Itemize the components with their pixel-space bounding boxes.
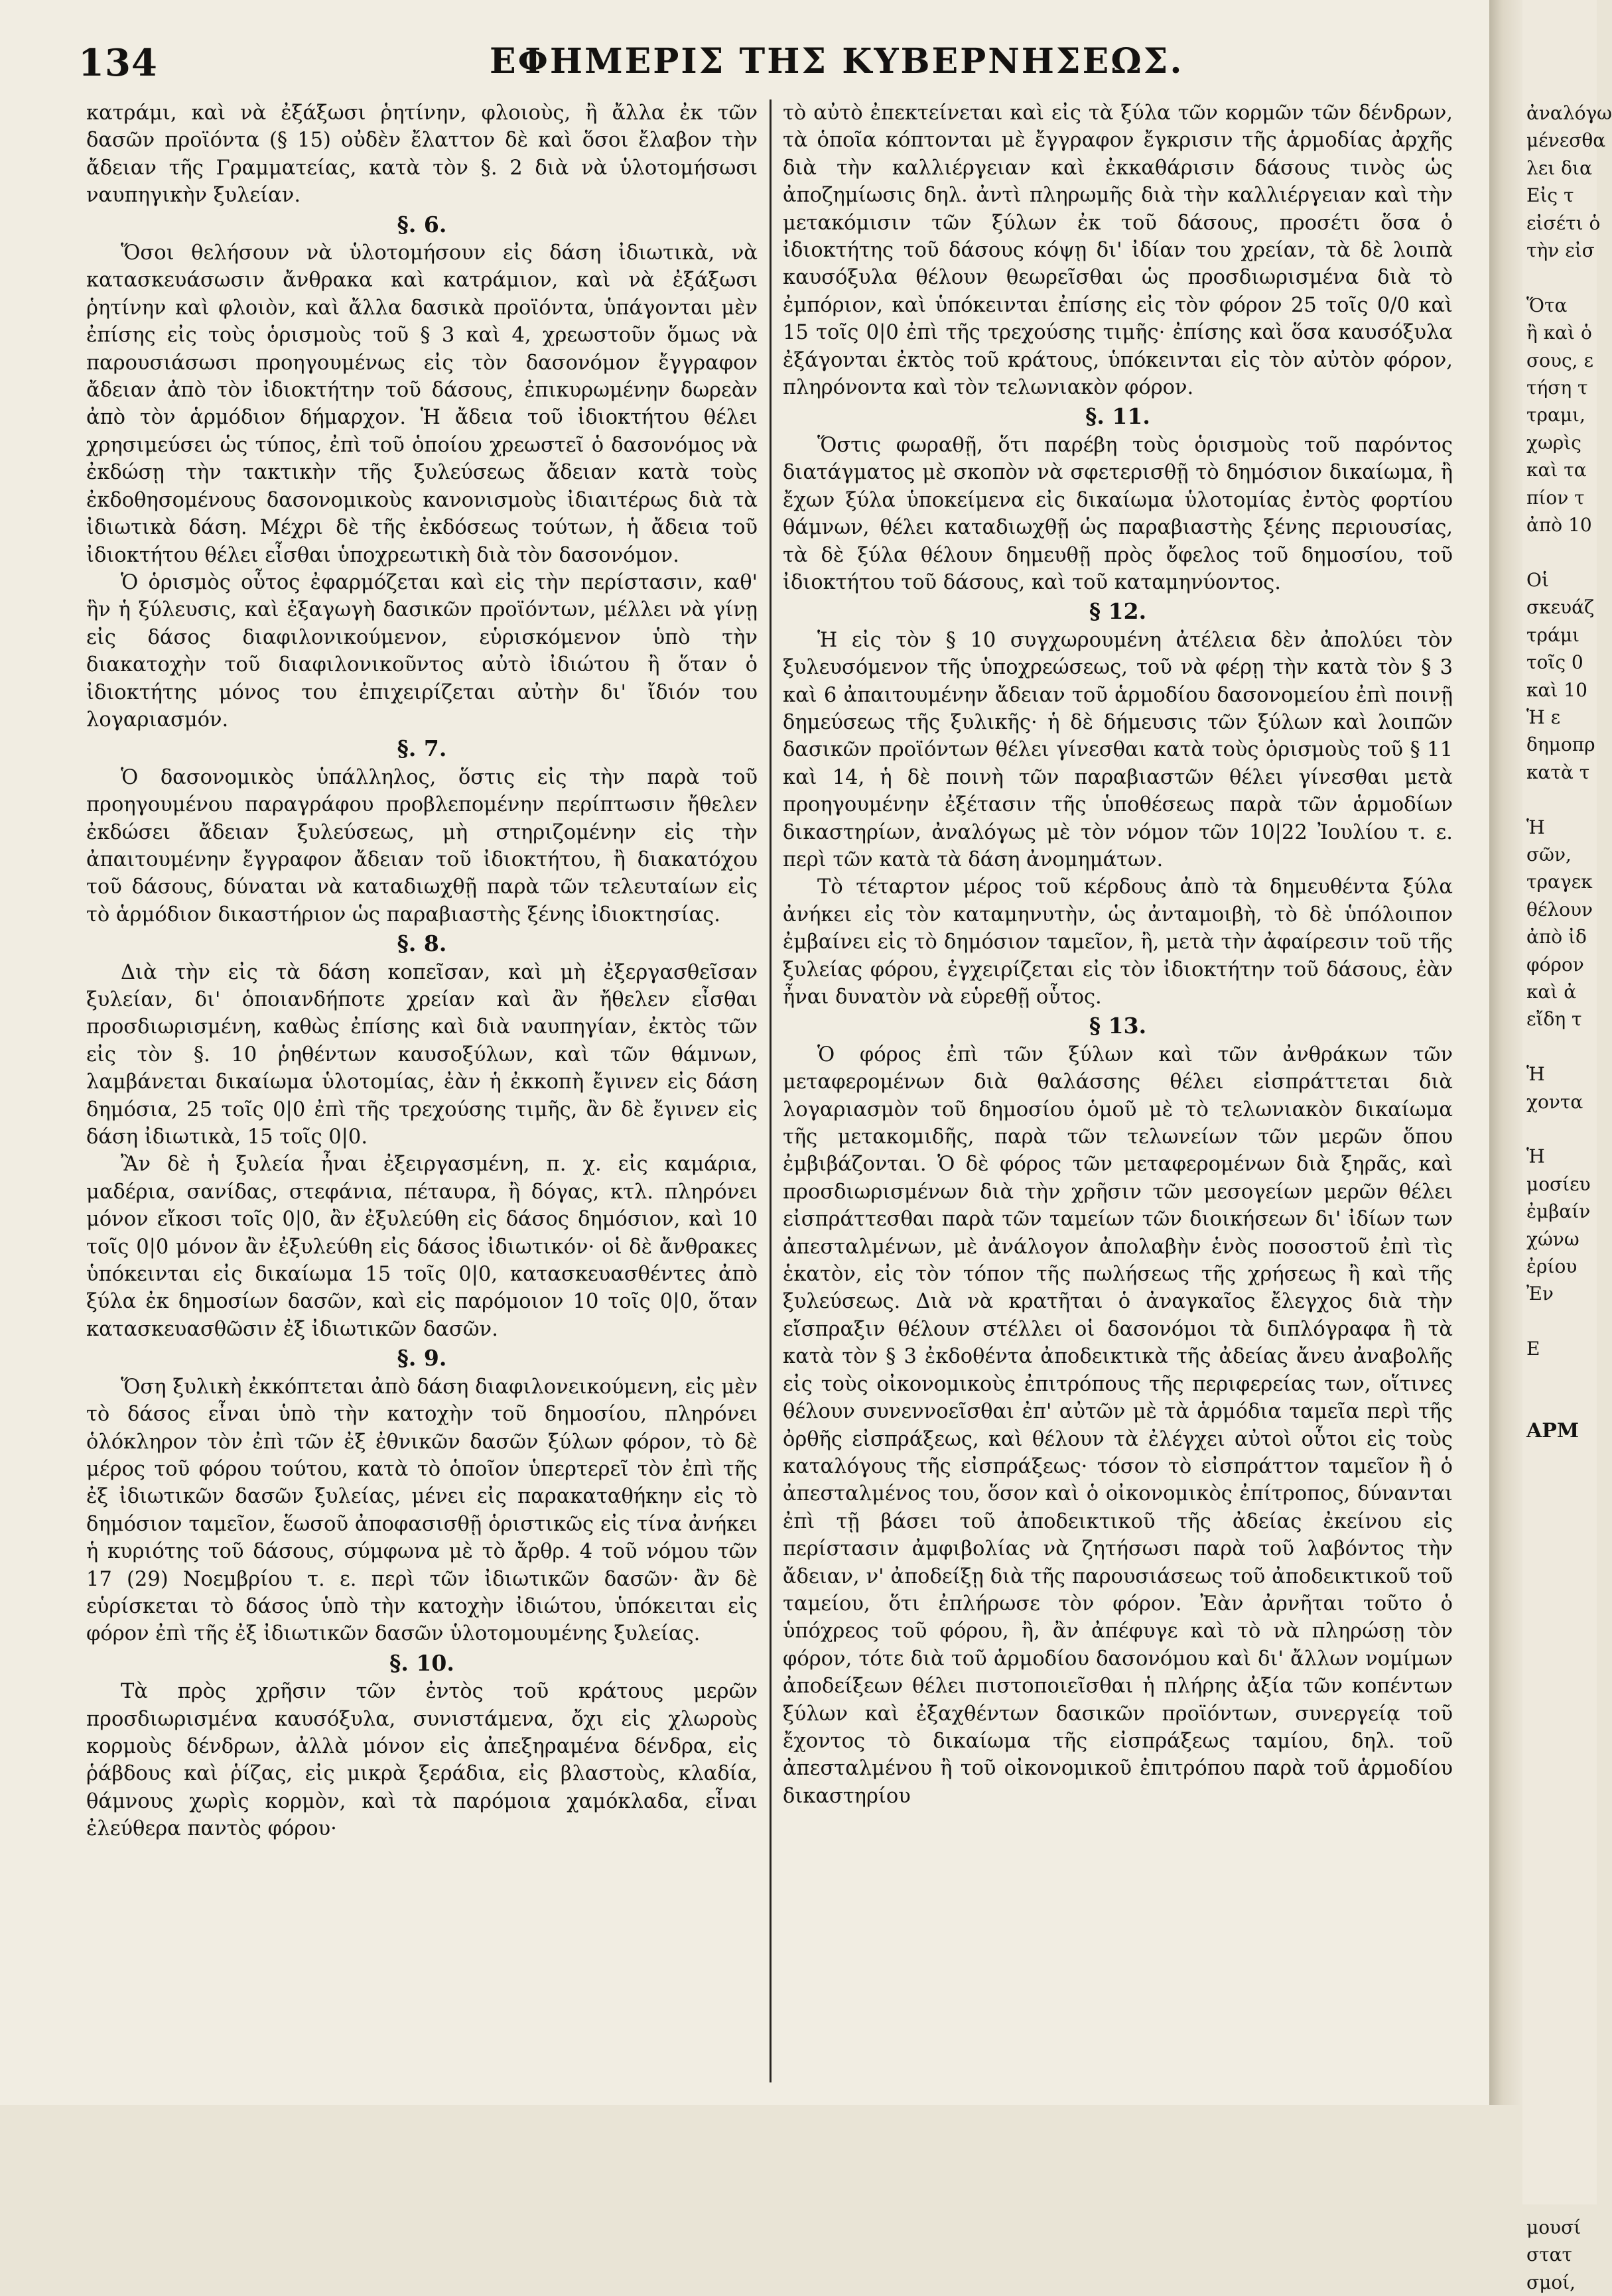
- next-page-fragment: χωρὶς: [1526, 431, 1581, 454]
- next-page-fragment: μένεσθα: [1526, 129, 1606, 152]
- left-paragraph: Διὰ τὴν εἰς τὰ δάση κοπεῖσαν, καὶ μὴ ἐξεργασθεῖσαν ξυλείαν, δι' ὁποιανδήποτε χρείαν καὶ ἂν ἤθελεν εἶσθαι προσδιωρισμένη, καθὼς ἐπίσης καὶ διὰ ναυπηγίαν, ἐκτὸς τῶν εἰς τὸν §. 10 ῥηθέντων καυσοξύλων, καὶ τῶν θάμνων, λαμβάνεται δικαίωμα ὑλοτομίας, ἐὰν ἡ ἐκκοπὴ ἔγινεν εἰς δάση δημόσια, 25 τοῖς 0|0 ἐπὶ τῆς τρεχούσης τιμῆς, ἂν δὲ ἔγινεν εἰς δάση ἰδιωτικὰ, 15 τοῖς 0|0.: [86, 960, 758, 1149]
- next-page-fragment: [1522, 2186, 1597, 2213]
- next-page-fragment: καὶ 10: [1526, 678, 1587, 701]
- next-page-fragment: [1522, 2021, 1597, 2049]
- next-page-fragment: τοῖς 0: [1526, 651, 1583, 674]
- next-page-fragment: εἰσέτι ὁ: [1526, 212, 1601, 234]
- next-page-fragment: ἀπὸ 10: [1526, 514, 1592, 537]
- next-page-fragment: τραμι,: [1526, 404, 1585, 426]
- right-column: [783, 99, 1453, 1810]
- next-page-fragment: καὶ ἀ: [1526, 980, 1577, 1003]
- next-page-fragment: Οἱ: [1526, 568, 1549, 591]
- left-paragraph: κατράμι, καὶ νὰ ἐξάξωσι ῥητίνην, φλοιοὺς, ἢ ἄλλα ἐκ τῶν δασῶν προϊόντα (§ 15) οὐδὲν ἔλαττον δὲ καὶ ὅσοι ἔλαβον τὴν ἄδειαν τῆς Γραμματείας, κατὰ τὸν §. 2 διὰ νὰ ὑλοτομήσωσι ναυπηγικὴν ξυλείαν.: [86, 101, 758, 208]
- next-page-fragment: ἀναλόγω: [1526, 102, 1612, 124]
- next-page-fragment: ἐμβαίν: [1526, 1200, 1591, 1223]
- next-page-fragment: φόρον: [1526, 953, 1584, 976]
- left-section-heading: §. 7.: [397, 735, 447, 762]
- next-page-fragment: Ἡ: [1526, 1145, 1545, 1168]
- right-section-heading: § 12.: [1089, 598, 1147, 625]
- next-page-fragment: [1522, 264, 1597, 291]
- next-page-fragment: Ἐν: [1526, 1283, 1554, 1305]
- next-page-fragment: [1522, 1829, 1597, 1856]
- next-page-fragment: [1522, 1555, 1597, 1582]
- left-section-heading: §. 6.: [397, 211, 447, 237]
- next-page-fragment: ἢ καὶ ὁ: [1526, 322, 1592, 344]
- column-divider: [770, 99, 772, 2082]
- left-section-heading: §. 10.: [389, 1649, 454, 1676]
- next-page-fragment: [1522, 1802, 1597, 1829]
- left-column: [86, 99, 758, 1843]
- next-page-fragment: [1522, 1445, 1597, 1472]
- next-page-fragment: λει δια: [1526, 157, 1592, 179]
- next-page-fragment: [1522, 1637, 1597, 1665]
- next-page-fragment: καὶ τα: [1526, 459, 1587, 481]
- next-page-fragment: Ὅτα: [1526, 294, 1568, 316]
- next-page-fragment: σῶν,: [1526, 843, 1572, 865]
- next-page-fragment: [1522, 1033, 1597, 1060]
- page-header: [78, 41, 1465, 93]
- next-page-fragment: σους, ε: [1526, 349, 1593, 371]
- left-paragraph: Ἂν δὲ ἡ ξυλεία ἦναι ἐξειργασμένη, π. χ. εἰς καμάρια, μαδέρια, σανίδας, στεφάνια, πέταυρα, ἢ δόγας, κτλ. πληρόνει μόνον εἴκοσι τοῖς 0|0, ἂν ἐξυλεύθη εἰς δάσος δημόσιον, καὶ 10 τοῖς 0|0 μόνον ἂν ἐξυλεύθη εἰς δάσος ἰδιωτικόν· οἱ δὲ ἄνθρακες ὑπόκεινται εἰς δικαίωμα 15 τοῖς 0|0, κατασκευασθέντες ἀπὸ ξύλα ἐκ δημοσίων δασῶν, καὶ εἰς παρόμοιον 10 τοῖς 0|0, ὅταν κατασκευασθῶσιν ἐξ ἰδιωτικῶν δασῶν.: [86, 1153, 758, 1341]
- next-page-fragment: [1522, 539, 1597, 566]
- right-paragraph: Ὅστις φωραθῇ, ὅτι παρέβη τοὺς ὁρισμοὺς τοῦ παρόντος διατάγματος μὲ σκοπὸν νὰ σφετερισθῇ τὸ δημόσιον δικαίωμα, ἢ ἔχων ξύλα ὑποκείμενα εἰς δικαίωμα ὑλοτομίας ἐντὸς φορτίου θάμνων, θέλει καταδιωχθῇ ὡς παραβιαστὴς ξένης περιουσίας, τὰ δὲ ξύλα θέλουν δημευθῇ πρὸς ὄφελος τοῦ δημοσίου, τοῦ ἰδιοκτήτου τοῦ δάσους, καὶ τοῦ καταμηνύοντος.: [783, 433, 1453, 594]
- left-paragraph: Τὰ πρὸς χρῆσιν τῶν ἐντὸς τοῦ κράτους μερῶν προσδιωρισμένα καυσόξυλα, συνιστάμενα, ὄχι εἰς χλωροὺς κορμοὺς δένδρων, ἀλλὰ μόνον εἰς ἀπεξηραμένα δένδρα, εἰς ῥάβδους καὶ ῥίζας, εἰς μικρὰ ξεράδια, εἰς βλαστοὺς, κλαδία, θάμνους χωρὶς κορμὸν, καὶ τὰ παρόμοια χαμόκλαδα, εἶναι ἐλεύθερα παντὸς φόρου·: [86, 1680, 758, 1841]
- next-page-fragment: [1522, 1994, 1597, 2021]
- next-page-fragment: ἀπὸ ἰδ: [1526, 926, 1587, 948]
- right-paragraph: Ἡ εἰς τὸν § 10 συγχωρουμένη ἀτέλεια δὲν ἀπολύει τὸν ξυλευσόμενον τῆς ὑποχρεώσεως, τοῦ νὰ φέρῃ τὴν κατὰ τὸν § 3 καὶ 6 ἀπαιτουμένην ἄδειαν τοῦ ἁρμοδίου δασονομείου ἐπὶ ποινῇ δημεύσεως τῆς ξυλικῆς· ἡ δὲ δήμευσις τῶν ξύλων καὶ λοιπῶν δασικῶν προϊόντων θέλει γίνεσθαι κατὰ τοὺς ὁρισμοὺς τοῦ § 11 καὶ 14, ἡ δὲ ποινὴ τῶν παραβιαστῶν θέλει γίνεσθαι μετὰ προηγουμένην ἐξέτασιν τῆς ὑποθέσεως παρὰ τῶν ἁρμοδίων δικαστηρίων, ἀναλόγως μὲ τὸν νόμον τῶν 10|22 Ἰουλίου τ. ε. περὶ τῶν κατὰ τὰ δάση ἀνομημάτων.: [783, 628, 1453, 871]
- left-paragraph: Ὁ δασονομικὸς ὑπάλληλος, ὅστις εἰς τὴν παρὰ τοῦ προηγουμένου παραγράφου προβλεπομένην περίπτωσιν ἤθελεν ἐκδώσει ἄδειαν ξυλεύσεως, μὴ στηριζομένην εἰς τὴν ἀπαιτουμένην ἔγγραφον ἄδειαν τοῦ ἰδιοκτήτου, ἢ διακατόχου τοῦ δάσους, δύναται νὰ καταδιωχθῇ παρὰ τῶν τελευταίων εἰς τὸ ἁρμόδιον δικαστήριον ὡς παραβιαστὴς ξένης ἰδιοκτησίας.: [86, 765, 758, 926]
- next-page-fragment: μοσίευ: [1526, 1173, 1591, 1195]
- next-page-fragment: [1522, 1692, 1597, 1719]
- next-page-fragment: [1522, 1472, 1597, 1499]
- left-section-heading: §. 9.: [397, 1345, 447, 1371]
- next-page-fragment: [1522, 2049, 1597, 2076]
- right-paragraph: Τὸ τέταρτον μέρος τοῦ κέρδους ἀπὸ τὰ δημευθέντα ξύλα ἀνήκει εἰς τὸν καταμηνυτὴν, ὡς ἀνταμοιβὴ, τὸ δὲ ὑπόλοιπον ἐμβαίνει εἰς τὸ δημόσιον ταμεῖον, ἢ, μετὰ τὴν ἀφαίρεσιν τοῦ τῆς ξυλείας φόρου, ἐγχειρίζεται εἰς τὸν ἰδιοκτήτην τοῦ δάσους, ἐὰν ἦναι δυνατὸν νὰ εὑρεθῇ οὗτος.: [783, 875, 1453, 1009]
- next-page-fragment: Ἡ ε: [1526, 706, 1561, 728]
- next-page-fragment: τραγεκ: [1526, 871, 1593, 893]
- next-page-fragment: Ἡ: [1526, 1063, 1545, 1086]
- next-page-fragment: [1522, 1857, 1597, 1884]
- next-page-fragment: ΑΡΜ: [1526, 1419, 1579, 1443]
- next-page-fragment: χώνω: [1526, 1228, 1579, 1250]
- right-paragraph: Ὁ φόρος ἐπὶ τῶν ξύλων καὶ τῶν ἀνθράκων τῶν μεταφερομένων διὰ θαλάσσης θέλει εἰσπράττεται διὰ λογαριασμὸν τοῦ δημοσίου ὁμοῦ μὲ τὸ τελωνιακὸν δικαίωμα τῆς μετακομιδῆς, παρὰ τῶν τελωνείων τῶν μερῶν ὅπου ἐμβιβάζονται. Ὁ δὲ φόρος τῶν μεταφερομένων διὰ ξηρᾶς, καὶ προσδιωρισμένων διὰ τὴν χρῆσιν τῶν μεσογείων μερῶν θέλει εἰσπράττεσθαι παρὰ τῶν ταμείων τῶν διοικήσεων δι' ἰδίων των ἀπεσταλμένων, μὲ ἀνάλογον ἀπολαβὴν ἑνὸς ποσοστοῦ ἐπὶ τὶς ἑκατὸν, εἰς τὸν τόπον τῆς πωλήσεως τῆς χρήσεως ἢ καὶ τῆς ξυλεύσεως. Διὰ νὰ κρατῆται ὁ ἀναγκαῖος ἔλεγχος διὰ τὴν εἴσπραξιν θέλουν στέλλει οἱ δασονόμοι τὰ διπλόγραφα ἢ τὰ κατὰ τὸν § 3 ἐκδοθέντα ἀποδεικτικὰ τῆς ἀδείας ἄνευ ἀναβολῆς εἰς τοὺς οἰκονομικοὺς ἐπιτρόπους τῆς περιφερείας των, οἵτινες θέλουν συνεννοεῖσθαι ἐπ' αὐτῶν μὲ τὰ ἁρμόδια ταμεῖα περὶ τῆς ὀρθῆς εἰσπράξεως, καὶ θέλουν τὰ ἐλέγχει αὐτοὶ οὗτοι εἰς τοὺς καταλόγους τῆς εἰσπράξεως· τόσον τὸ εἰσπράττον ταμεῖον ἢ ὁ ἀπεσταλμένος του, ὅσον καὶ ὁ οἰκονομικὸς ἐπίτροπος, δύνανται ἐπὶ τῇ βάσει τοῦ ἀποδεικτικοῦ τῆς ἀδείας ἐκείνου εἰς περίστασιν ἀμφιβολίας νὰ ζητήσωσι παρὰ τοῦ λαβόντος τὴν ἄδειαν, ν' ἀποδείξῃ διὰ τῆς παρουσιάσεως τοῦ ἀποδεικτικοῦ τοῦ ταμείου, ὅτι ἐπλήρωσε τὸν φόρον. Ἐὰν ἀρνῆται τοῦτο ὁ ὑπόχρεος τοῦ φόρου, ἢ, ἂν ἀπέφυγε καὶ τὸ νὰ πληρώσῃ τὸν φόρον, τότε διὰ τοῦ ἁρμοδίου δασονόμου καὶ δι' ἄλλων νομίμων ἀποδείξεων θέλει πιστοποιεῖσθαι ἡ πλήρης ἀξία τῶν κοπέντων ξύλων καὶ ἐξαχθέντων δασικῶν προϊόντων, συνεργείᾳ τοῦ ἔχοντος τὸ δικαίωμα τῆς εἰσπράξεως ταμίου, δηλ. τοῦ ἀπεσταλμένου ἢ τοῦ οἰκονομικοῦ ἐπιτρόπου παρὰ τοῦ ἁρμοδίου δικαστηρίου: [783, 1043, 1453, 1808]
- right-section-heading: § 13.: [1089, 1013, 1147, 1039]
- next-page-fragment: [1522, 2159, 1597, 2186]
- next-page-fragment: [1522, 1939, 1597, 1966]
- next-page-fragment: δημοπρ: [1526, 733, 1595, 756]
- next-page-fragment: [1522, 2132, 1597, 2159]
- next-page-fragment: τὴν εἰσ: [1526, 239, 1595, 262]
- next-page-fragment: ἐρίου: [1526, 1255, 1578, 1277]
- next-page-fragment: σμοί,: [1526, 2271, 1576, 2293]
- left-paragraph: Ὅση ξυλικὴ ἐκκόπτεται ἀπὸ δάση διαφιλονεικούμενη, εἰς μὲν τὸ δάσος εἶναι ὑπὸ τὴν κατοχὴν τοῦ δημοσίου, πληρόνει ὁλόκληρον τὸν ἐπὶ τῶν ἐξ ἐθνικῶν δασῶν ξύλων φόρον, τὸ δὲ μέρος τοῦ φόρου τούτου, κατὰ τὸ ὁποῖον ὑπερτερεῖ τὸν ἐπὶ τῆς ἐξ ἰδιωτικῶν δασῶν ξυλείας, μένει εἰς παρακαταθήκην εἰς τὸ δημόσιον ταμεῖον, ἕωσοῦ ἀποφασισθῇ ὁριστικῶς εἰς τίνα ἀνήκει ἡ κυριότης τοῦ δάσους, σύμφωνα μὲ τὸ ἄρθρ. 4 τοῦ νόμου τῶν 17 (29) Νοεμβρίου τ. ε. περὶ τῶν ἰδιωτικῶν δασῶν· ἂν δὲ εὑρίσκεται τὸ δάσος ὑπὸ τὴν κατοχὴν ἰδιώτου, ὑπόκειται εἰς φόρον ἐπὶ τῆς ἐξ ἰδιωτικῶν δασῶν ὑλοτομουμένης ξυλείας.: [86, 1375, 758, 1646]
- next-page-fragment: [1522, 1582, 1597, 1610]
- left-paragraph: Ὅσοι θελήσουν νὰ ὑλοτομήσουν εἰς δάση ἰδιωτικὰ, νὰ κατασκευάσωσιν ἄνθρακα καὶ κατράμιον, καὶ νὰ ἐξάξωσι ῥητίνην καὶ φλοιὸν, καὶ ἄλλα δασικὰ προϊόντα, ὑπάγονται μὲν ἐπίσης εἰς τοὺς ὁρισμοὺς τοῦ § 3 καὶ 4, χρεωστοῦν ὅμως νὰ παρουσιάσωσι προηγουμένως εἰς τὸν δασονόμον ἔγγραφον ἄδειαν ἀπὸ τὸν ἰδιοκτήτην τοῦ δάσους, ἐπικυρωμένην δωρεὰν ἀπὸ τὸν ἁρμόδιον δήμαρχον. Ἡ ἄδεια τοῦ ἰδιοκτήτου θέλει χρησιμεύσει ὡς τύπος, ἐπὶ τοῦ ὁποίου χρεωστεῖ ὁ δασονόμος νὰ ἐκδώσῃ τὴν τακτικὴν τῆς ξυλεύσεως ἄδειαν κατὰ τοὺς ἐκδοθησομένους δασονομικοὺς κανονισμοὺς ἰδιαιτέρως διὰ τὰ ἰδιωτικὰ δάση. Μέχρι δὲ τῆς ἐκδόσεως τούτων, ἡ ἄδεια τοῦ ἰδιοκτήτου θέλει εἶσθαι ὑποχρεωτικὴ διὰ τὸν δασονόμον.: [86, 241, 758, 567]
- next-page-fragment: θέλουν: [1526, 898, 1593, 921]
- next-page-fragment: εἴδη τ: [1526, 1008, 1582, 1031]
- next-page-fragment: [1522, 1390, 1597, 1417]
- next-page-fragment: [1522, 1610, 1597, 1637]
- next-page-fragment: [1522, 1665, 1597, 1692]
- next-page-fragment: [1522, 1363, 1597, 1390]
- next-page-fragment: Εἰς τ: [1526, 184, 1574, 207]
- next-page-fragment: [1522, 1308, 1597, 1335]
- left-paragraph: Ὁ ὁρισμὸς οὗτος ἐφαρμόζεται καὶ εἰς τὴν περίστασιν, καθ' ἣν ἡ ξύλευσις, καὶ ἐξαγωγὴ δασικῶν προϊόντων, μέλλει νὰ γίνῃ εἰς δάσος διαφιλονικούμενον, εὑρισκόμενον ὑπὸ τὴν διακατοχὴν τοῦ διαφιλονικοῦντος αὐτὸ ἰδιώτου ἢ ὅταν ὁ ἰδιοκτήτης μόνος του ἐπιχειρίζεται αὐτὴν δι' ἴδιόν του λογαριασμόν.: [86, 570, 758, 732]
- next-page-fragment: [1522, 786, 1597, 813]
- next-page-fragment: [1522, 1774, 1597, 1801]
- next-page-fragment: [1522, 1527, 1597, 1555]
- next-page-fragment: [1522, 1116, 1597, 1143]
- next-page-fragment: χοντα: [1526, 1090, 1583, 1113]
- next-page-fragment: [1522, 1966, 1597, 1994]
- next-page-fragment: στατ: [1526, 2244, 1573, 2266]
- next-page-fragment: Ἡ: [1526, 816, 1545, 838]
- adjacent-page-edge: [1522, 0, 1612, 2293]
- page-number: 134: [78, 41, 158, 85]
- next-page-fragment: τήση τ: [1526, 377, 1588, 399]
- next-page-fragment: πίον τ: [1526, 486, 1585, 509]
- running-title: ΕΦΗΜΕΡΙΣ ΤΗΣ ΚΥΒΕΡΝΗΣΕΩΣ.: [490, 41, 1184, 82]
- next-page-fragment: [1522, 1911, 1597, 1939]
- next-page-fragment: σκευάζ: [1526, 596, 1595, 619]
- next-page-fragment: τράμι: [1526, 623, 1580, 646]
- next-page-fragment: [1522, 1500, 1597, 1527]
- book-gutter: [1489, 0, 1522, 2105]
- next-page-fragment: [1522, 2076, 1597, 2104]
- next-page-fragment: μουσί: [1526, 2216, 1581, 2238]
- next-page-fragment: κατὰ τ: [1526, 761, 1590, 783]
- next-page-fragment: Ε: [1526, 1338, 1540, 1360]
- next-page-fragment: [1522, 1747, 1597, 1774]
- right-section-heading: §. 11.: [1085, 403, 1150, 430]
- right-paragraph: τὸ αὐτὸ ἐπεκτείνεται καὶ εἰς τὰ ξύλα τῶν κορμῶν τῶν δένδρων, τὰ ὁποῖα κόπτονται μὲ ἔγγραφον ἔγκρισιν τῆς ἁρμοδίας ἀρχῆς διὰ τὴν καλλιέργειαν καὶ ἐκκαθάρισιν δάσους τινὸς ὡς ἀποζημίωσις δηλ. ἀντὶ πληρωμῆς διὰ τὴν καλλιέργειαν καὶ τὴν μετακόμισιν τῶν ξύλων ἐκ τοῦ δάσους, προσέτι ὅσα ὁ ἰδιοκτήτης τοῦ δάσους κόψῃ δι' ἰδίαν του χρείαν, τὰ δὲ λοιπὰ καυσόξυλα θέλουν θεωρεῖσθαι ὡς προσδιωρισμένα διὰ τὸ ἐμπόριον, καὶ ὑπόκεινται ἐπίσης εἰς τὸν φόρον 25 τοῖς 0/0 καὶ 15 τοῖς 0|0 ἐπὶ τῆς τρεχούσης τιμῆς· ἐπίσης καὶ ὅσα καυσόξυλα ἐξάγονται ἐκτὸς τοῦ κράτους, ὑπόκεινται εἰς τὸν αὐτὸν φόρον, πληρόνοντα καὶ τὸν τελωνιακὸν φόρον.: [783, 101, 1453, 400]
- left-section-heading: §. 8.: [397, 930, 447, 957]
- next-page-fragment: [1522, 1884, 1597, 1911]
- next-page-fragment: [1522, 1720, 1597, 1747]
- next-page-fragment: [1522, 2104, 1597, 2131]
